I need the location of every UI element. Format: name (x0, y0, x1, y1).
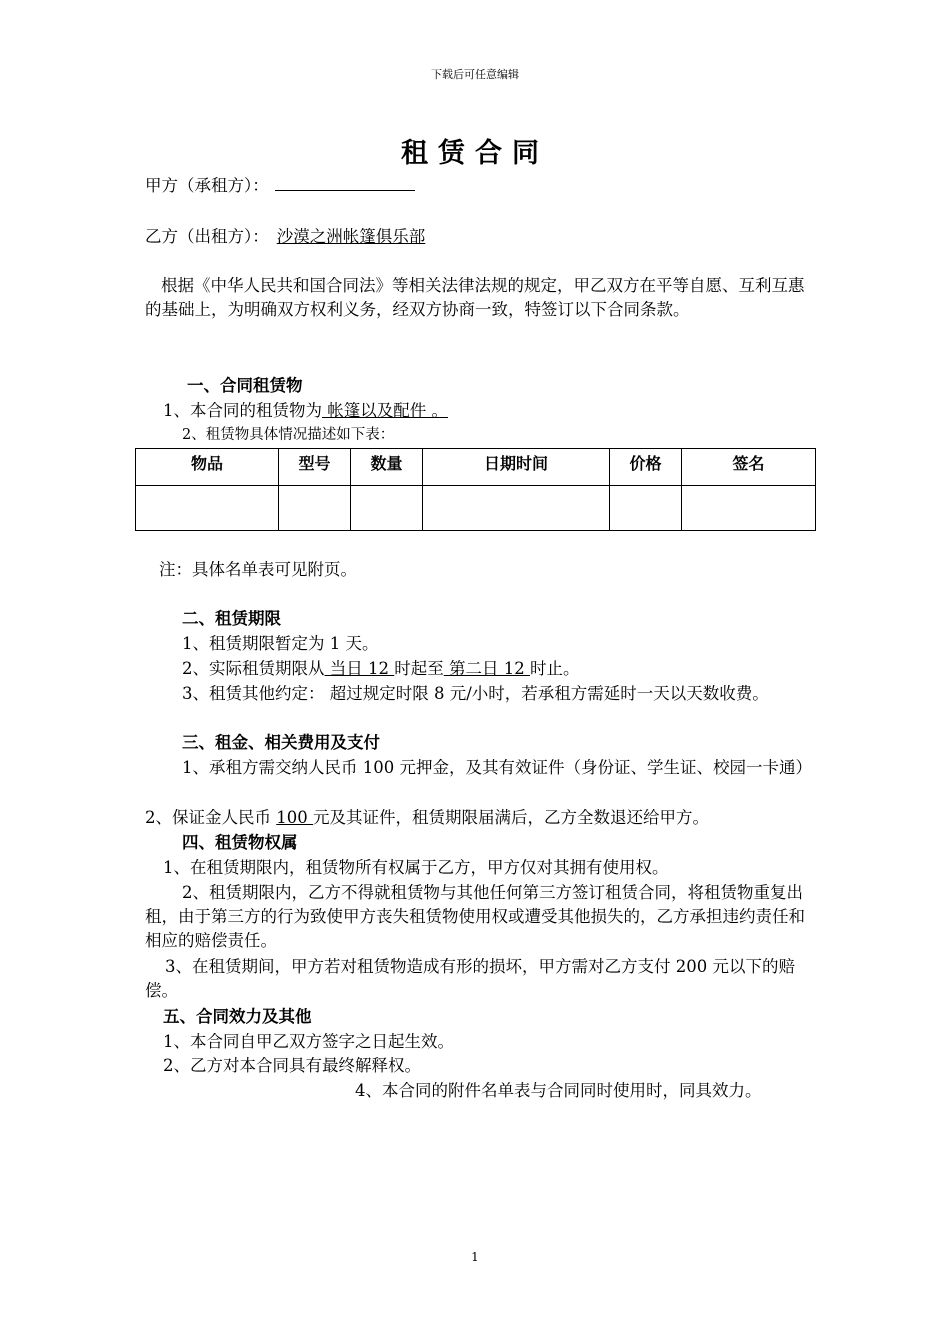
table-cell (610, 486, 682, 531)
items-table (135, 448, 816, 531)
section2-item1: 1、租赁期限暂定为 1 天。 (182, 634, 379, 653)
section2-item3: 3、租赁其他约定： 超过规定时限 8 元/小时，若承租方需延时一天以天数收费。 (182, 684, 769, 703)
party-a-line (145, 174, 415, 198)
party-a-blank (275, 174, 415, 191)
page-number: 1 (471, 1250, 479, 1264)
section4-item2: 2、租赁期限内，乙方不得就租赁物与其他任何第三方签订租赁合同，将租赁物重复出租，由于第三方的行为致使甲方丧失租赁物使用权或遭受其他损失的，乙方承担违约责任和相应的赔偿责任。 (145, 883, 805, 950)
party-b-label: 乙方（出租方）： (145, 227, 269, 246)
section5-item4: 4、本合同的附件名单表与合同同时使用时，同具效力。 (355, 1081, 762, 1100)
section1-note: 注：具体名单表可见附页。 (159, 560, 357, 579)
section3-item2-c: 元及其证件，租赁期限届满后，乙方全数退还给甲方。 (313, 808, 709, 827)
section1-item2: 2、租赁物具体情况描述如下表： (182, 427, 395, 443)
party-b-line (145, 225, 471, 249)
section2-heading: 二、租赁期限 (182, 609, 281, 628)
section2-item2-c: 时起至 (394, 659, 444, 678)
section4-heading: 四、租赁物权属 (182, 833, 298, 852)
section2-item2-e: 时止。 (529, 659, 580, 678)
table-cell (279, 486, 351, 531)
table-header-datetime: 日期时间 (423, 449, 610, 486)
section3-item2 (145, 806, 709, 830)
table-header-quantity: 数量 (351, 449, 423, 486)
intro-paragraph: 根据《中华人民共和国合同法》等相关法律法规的规定，甲乙双方在平等自愿、互利互惠的基础上，为明确双方权利义务，经双方协商一致，特签订以下合同条款。 (145, 276, 805, 319)
section1-item1-value: 帐篷以及配件 。 (322, 401, 448, 420)
section5-item2: 2、乙方对本合同具有最终解释权。 (163, 1056, 421, 1075)
document-title: 租赁合同 (401, 138, 549, 169)
table-header-item: 物品 (136, 449, 279, 486)
table-header-model: 型号 (279, 449, 351, 486)
section2-item2-a: 2、实际租赁期限从 (182, 659, 325, 678)
section1-heading: 一、合同租赁物 (187, 376, 303, 395)
section5-heading: 五、合同效力及其他 (163, 1007, 312, 1026)
section1-item1-prefix: 1、本合同的租赁物为 (163, 401, 322, 420)
table-header-signature: 签名 (682, 449, 816, 486)
section3-item1: 1、承租方需交纳人民币 100 元押金，及其有效证件（身份证、学生证、校园一卡通） (182, 758, 812, 777)
section2-item2-end: 第二日 12 (443, 659, 530, 678)
table-header-row (136, 449, 816, 486)
section1-item1 (163, 399, 448, 423)
section2-item2 (182, 657, 579, 681)
table-header-price: 价格 (610, 449, 682, 486)
table-cell (351, 486, 423, 531)
section5-item1: 1、本合同自甲乙双方签字之日起生效。 (163, 1032, 454, 1051)
table-cell (136, 486, 279, 531)
page-header: 下载后可任意编辑 (431, 68, 519, 81)
table-cell (682, 486, 816, 531)
table-row (136, 486, 816, 531)
section3-item2-amount: 100 (276, 808, 313, 827)
party-b-value: 沙漠之洲帐篷俱乐部 (276, 227, 426, 246)
section4-item3: 3、在租赁期间，甲方若对租赁物造成有形的损坏，甲方需对乙方支付 200 元以下的赔偿。 (145, 957, 795, 1000)
section3-item2-a: 2、保证金人民币 (145, 808, 277, 827)
party-a-label: 甲方（承租方）： (145, 176, 269, 195)
section2-item2-start: 当日 12 (324, 659, 395, 678)
section3-heading: 三、租金、相关费用及支付 (182, 733, 380, 752)
table-cell (423, 486, 610, 531)
section4-item1: 1、在租赁期限内，租赁物所有权属于乙方，甲方仅对其拥有使用权。 (163, 858, 669, 877)
